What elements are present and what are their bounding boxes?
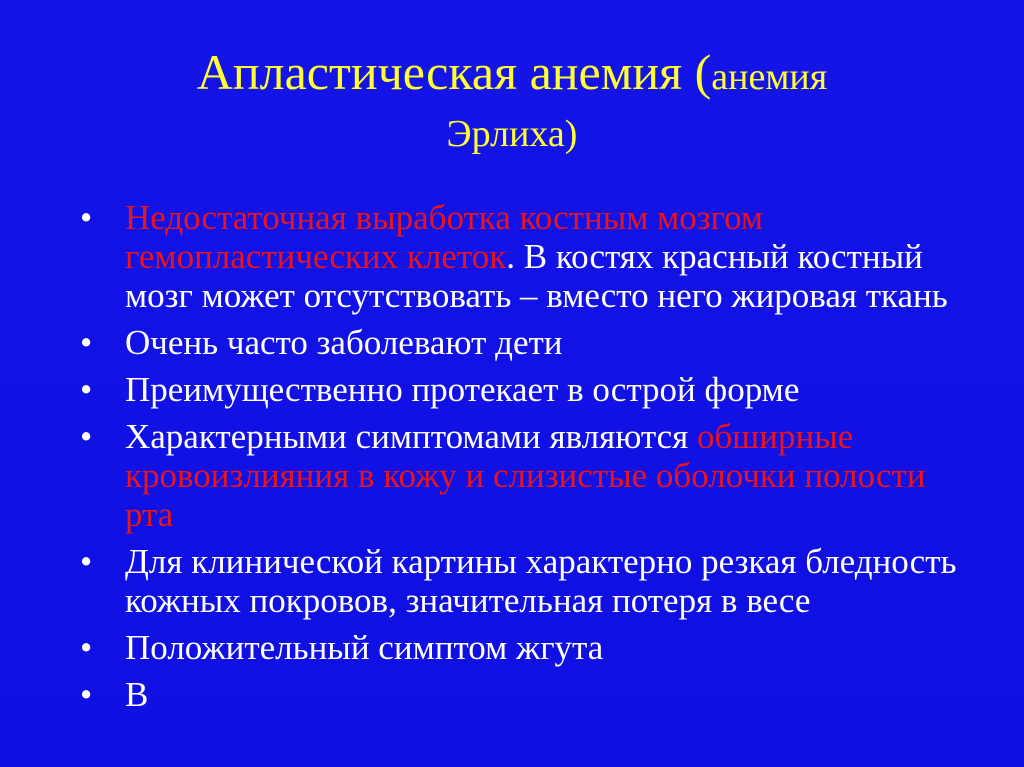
title-line-2: Эрлиха) (446, 113, 578, 155)
title-main: Апластическая анемия ( (196, 44, 712, 100)
title-line-1 (0, 40, 1024, 109)
slide-title (0, 40, 1024, 159)
bullet-dot: • (80, 198, 93, 237)
bullet-dot: • (80, 323, 93, 362)
bullet-item (80, 628, 980, 667)
bullet-red-text: Недостаточная выработка костным мозгом гемопластических клеток (125, 198, 764, 276)
bullet-item (80, 542, 980, 620)
bullet-text: Для клинической картины характерно резкая бледность кожных покровов, значительная потеря в весе (125, 542, 957, 620)
bullet-text: . В костях красный костный мозг может отсутствовать – вместо него жировая ткань (125, 237, 948, 315)
bullet-red-text: обширные кровоизлияния в кожу и слизистые оболочки полости рта (125, 417, 926, 534)
bullet-dot: • (80, 628, 93, 667)
title-small: анемия (711, 56, 828, 98)
bullet-item (80, 323, 980, 362)
bullet-dot: • (80, 542, 93, 581)
bullet-item (80, 417, 980, 534)
bullet-text: В (125, 675, 149, 714)
bullet-item (80, 198, 980, 315)
bullet-dot: • (80, 370, 93, 409)
bullet-item (80, 370, 980, 409)
bullet-text: Характерными симптомами являются (125, 417, 697, 456)
bullet-text: Преимущественно протекает в острой форме (125, 370, 800, 409)
bullet-dot: • (80, 417, 93, 456)
bullet-list (80, 198, 980, 722)
bullet-text: Положительный симптом жгута (125, 628, 604, 667)
bullet-text: Очень часто заболевают дети (125, 323, 563, 362)
bullet-dot: • (80, 675, 93, 714)
bullet-item-partial (80, 675, 980, 714)
